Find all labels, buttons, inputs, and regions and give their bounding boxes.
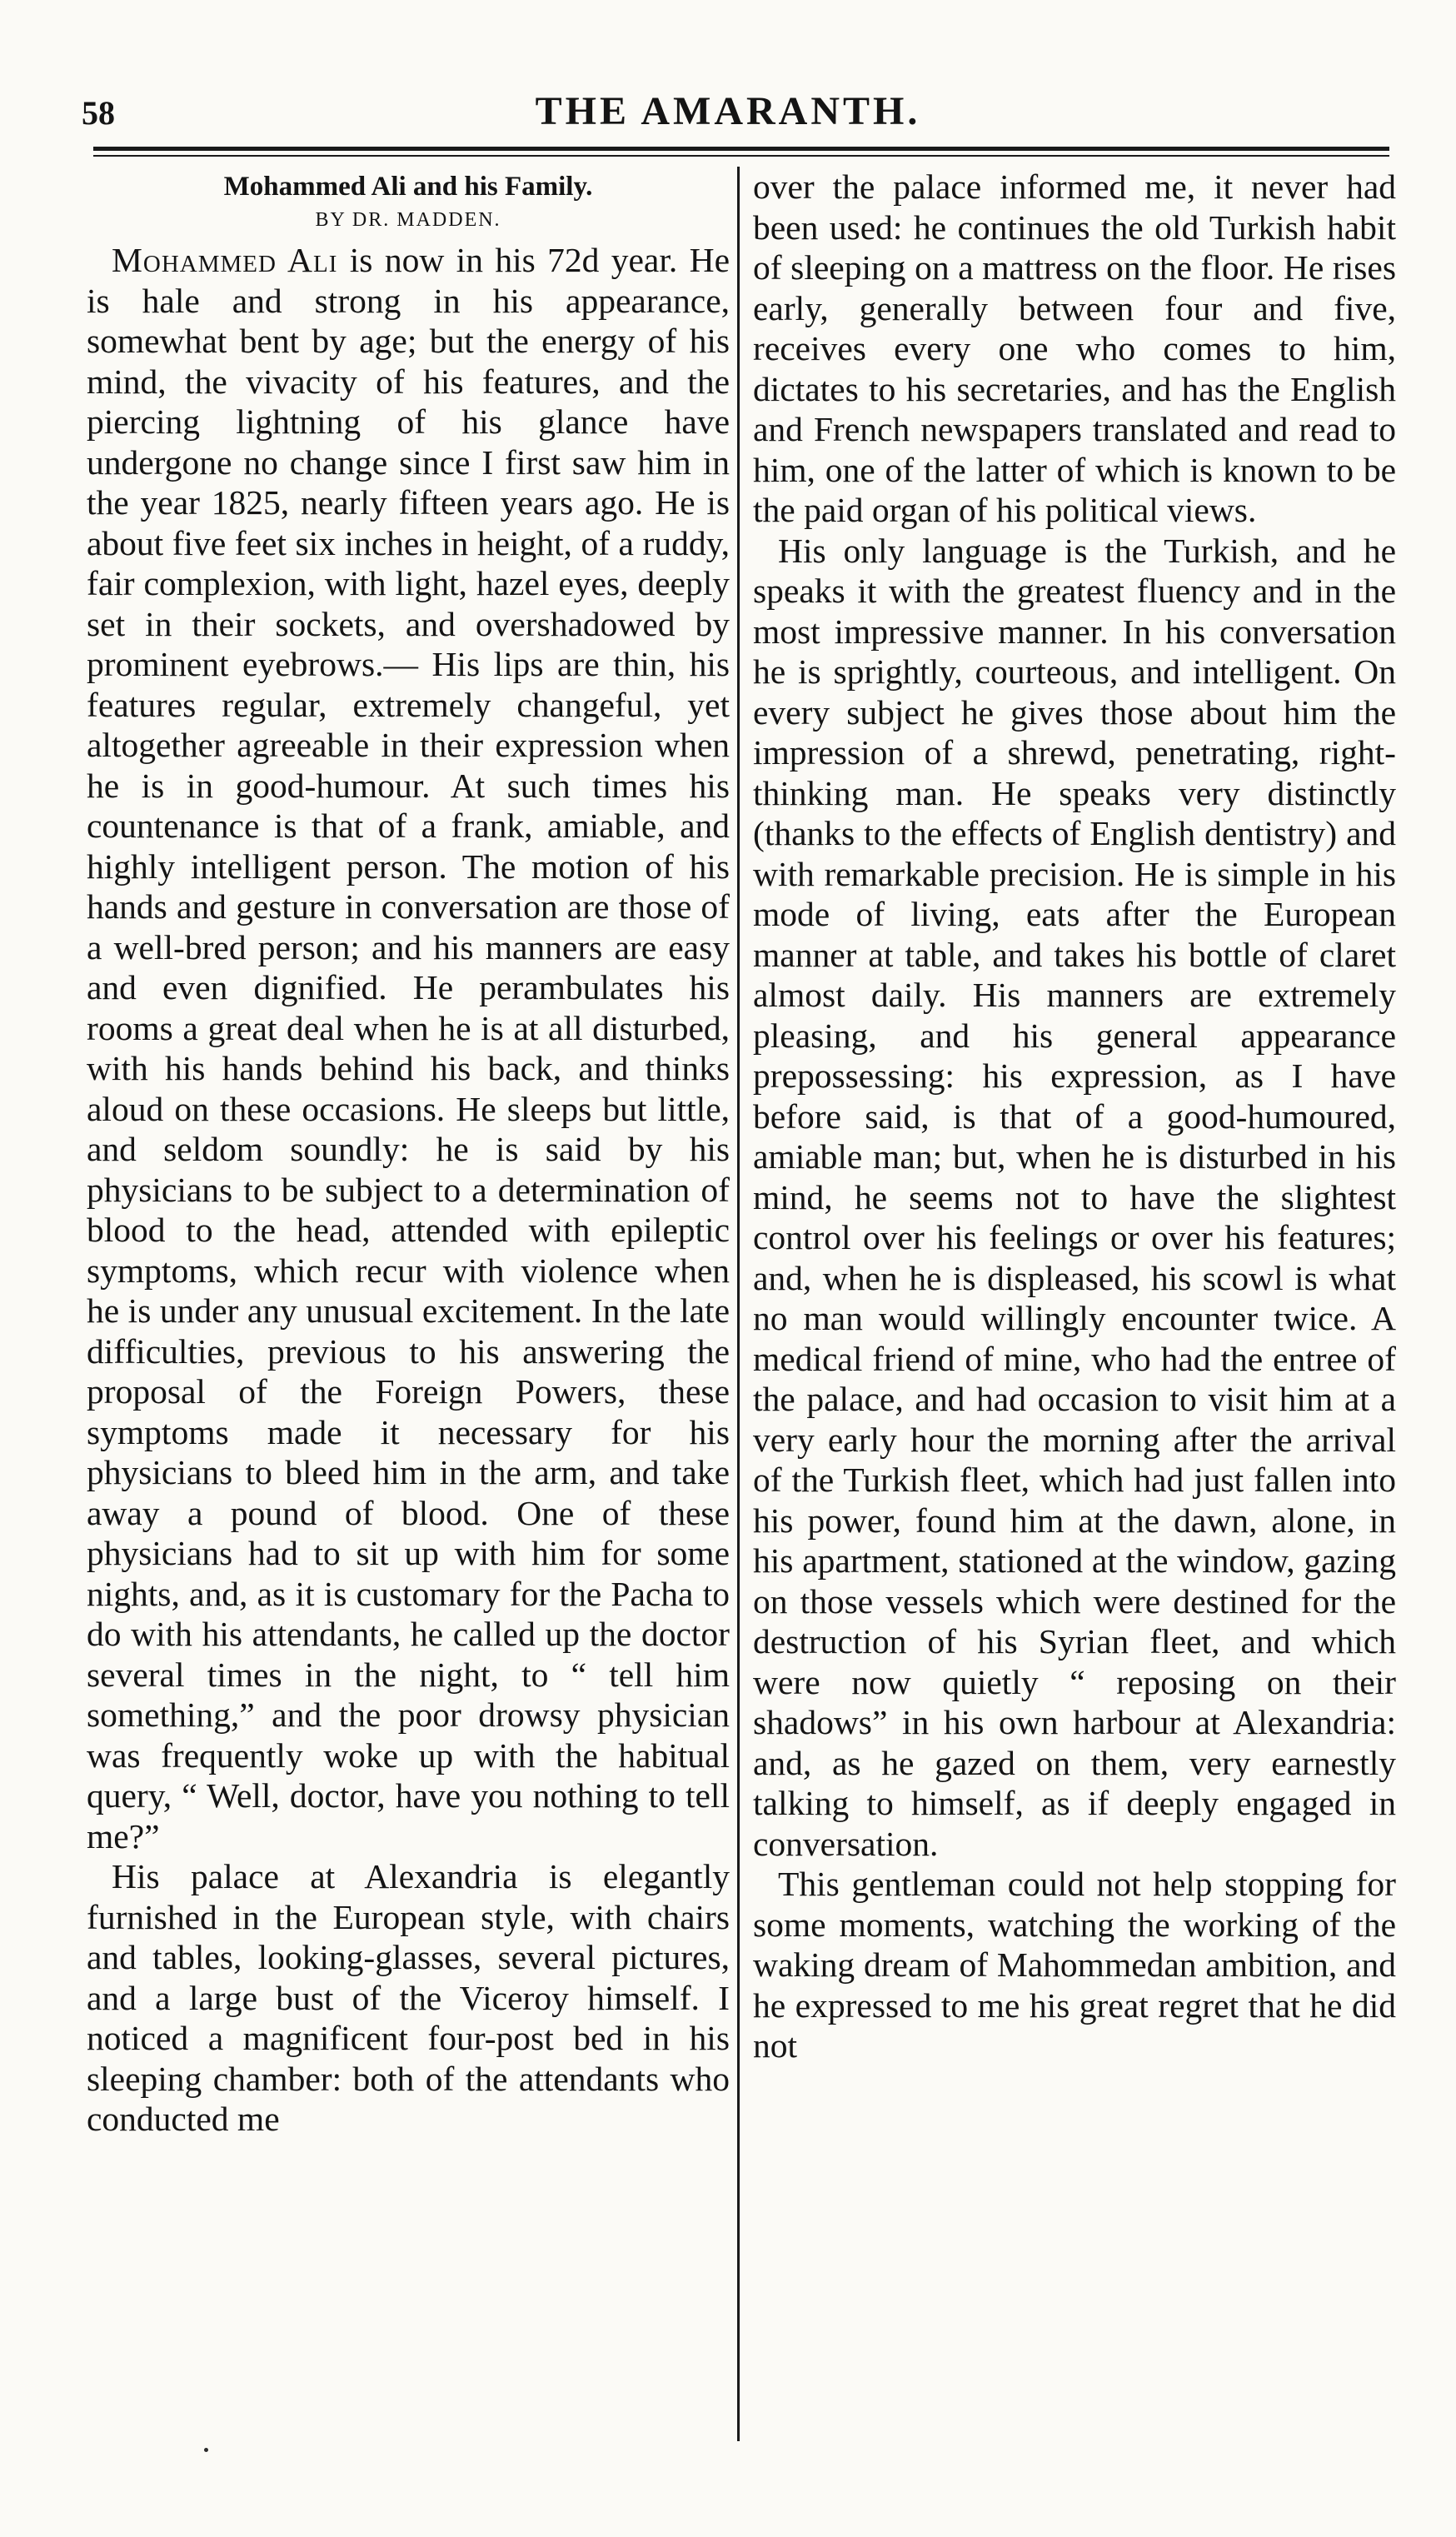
article-byline: BY DR. MADDEN. <box>315 209 501 231</box>
ink-speck <box>204 2448 208 2452</box>
right-column <box>753 167 1396 2066</box>
header-rule-thin <box>93 155 1389 157</box>
left-column <box>87 167 730 2140</box>
column-divider <box>737 167 740 2441</box>
article-paragraph-4: This gentleman could not help stopping for some moments, watching the working of the waking dream of Mahommedan ambition, and he expressed to me his great regret that he did not <box>753 1865 1396 2065</box>
page-number: 58 <box>82 94 115 132</box>
lead-name: Mohammed Ali <box>112 241 338 279</box>
running-title: THE AMARANTH. <box>535 89 921 133</box>
article-paragraph-2-continued: over the palace informed me, it never had been used: he continues the old Turkish habit of sleeping on a mattress on the floor. He rises early, generally between four and five, receives every one who comes to him, dictates to his secretaries, and has the English and French newspapers translated and read to him, one of the latter of which is known to be the paid organ of his political views. <box>753 167 1396 529</box>
lead-text: is now in his 72d year. He is hale and strong in his appearance, somewhat bent by age; but the energy of his mind, the vivacity of his features, and the piercing lightning of his glance have undergone no change since I first saw him in the year 1825, nearly fifteen years ago. He is about five feet six inches in height, of a ruddy, fair complexion, with light, hazel eyes, deeply set in their sockets, and overshadowed by prominent eyebrows.— His lips are thin, his features regular, extremely changeful, yet altogether agreeable in their expression when he is in good-humour. At such times his countenance is that of a frank, amiable, and highly intelligent person. The motion of his hands and gesture in conversation are those of a well-bred person; and his manners are easy and even dignified. He perambulates his rooms a great deal when he is at all disturbed, with his hands behind his back, and thinks aloud on these occasions. He sleeps but little, and seldom soundly: he is said by his physicians to be subject to a determination of blood to the head, attended with epileptic symptoms, which recur with violence when he is under any unusual excitement. In the late difficulties, previous to his answering the proposal of the Foreign Powers, these symptoms made it necessary for his physicians to bleed him in the arm, and take away a pound of blood. One of these physicians had to sit up with him for some nights, and, as it is customary for the Pacha to do with his attendants, he called up the doctor several times in the night, to “ tell him something,” and the poor drowsy physician was frequently woke up with the habitual query, “ Well, doctor, have you nothing to tell me?” <box>87 241 730 1855</box>
article-paragraph-2-start: His palace at Alexandria is elegantly furnished in the European style, with chairs and tables, looking-glasses, several pictures, and a large bust of the Viceroy himself. I noticed a magnificent four-post bed in his sleeping chamber: both of the attendants who conducted me <box>87 1857 730 2138</box>
article-title: Mohammed Ali and his Family. <box>223 172 593 202</box>
article-paragraph-3: His only language is the Turkish, and he speaks it with the greatest fluency and in the most impressive manner. In his conversation he is sprightly, courteous, and intelligent. On every subject he gives those about him the impression of a shrewd, penetrating, right-thinking man. He speaks very distinctly (thanks to the effects of English dentistry) and with remarkable precision. He is simple in his mode of living, eats after the European manner at table, and takes his bottle of claret almost daily. His manners are extremely pleasing, and his general appearance prepossessing: his expression, as I have before said, is that of a good-humoured, amiable man; but, when he is disturbed in his mind, he seems not to have the slightest control over his feelings or over his features; and, when he is displeased, his scowl is what no man would willingly encounter twice. A medical friend of mine, who had the entree of the palace, and had occasion to visit him at a very early hour the morning after the arrival of the Turkish fleet, which had just fallen into his power, found him at the dawn, alone, in his apartment, stationed at the window, gazing on those vessels which were destined for the destruction of his Syrian fleet, and which were now quietly “ reposing on their shadows” in his own harbour at Alexandria: and, as he gazed on them, very earnestly talking to himself, as if deeply engaged in conversation. <box>753 531 1396 1863</box>
header-rule-thick <box>93 147 1389 151</box>
article-paragraph-1 <box>87 240 730 1856</box>
